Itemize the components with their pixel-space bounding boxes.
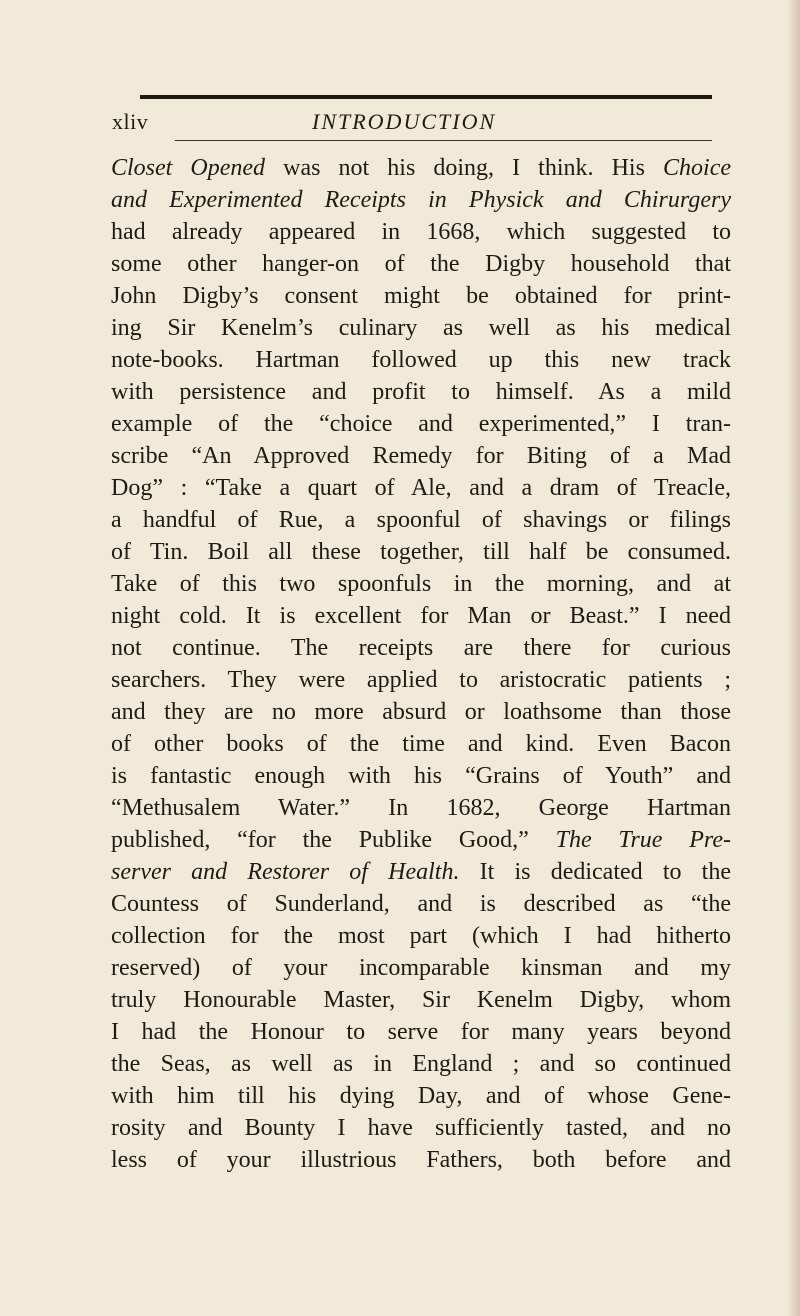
text-line xyxy=(111,792,731,824)
text-segment: rosity and Bounty I have sufficiently tasted, and no xyxy=(111,1115,731,1141)
italic-text-segment: Closet Opened xyxy=(111,155,266,181)
text-line xyxy=(111,1080,731,1112)
text-segment: of other books of the time and kind. Even Bacon xyxy=(111,731,731,757)
running-title: INTRODUCTION xyxy=(312,109,497,134)
page-edge-shadow xyxy=(786,0,800,1316)
italic-text-segment: server and Restorer of Health. xyxy=(111,859,460,885)
text-line xyxy=(111,184,731,216)
header-rule xyxy=(140,95,712,99)
text-segment: It is dedicated to the xyxy=(459,859,731,885)
text-line xyxy=(111,696,731,728)
text-line xyxy=(111,152,731,184)
text-line xyxy=(111,408,731,440)
text-segment: night cold. It is excellent for Man or Beast.” I need xyxy=(111,603,731,629)
text-line xyxy=(111,888,731,920)
text-segment: collection for the most part (which I had hitherto xyxy=(111,923,731,949)
text-line xyxy=(111,568,731,600)
text-line xyxy=(111,984,731,1016)
text-line xyxy=(111,376,731,408)
text-segment: not continue. The receipts are there for curious xyxy=(111,635,731,661)
text-segment: is fantastic enough with his “Grains of Youth” and xyxy=(111,763,731,789)
text-segment: a handful of Rue, a spoonful of shavings or filings xyxy=(111,507,731,533)
text-line xyxy=(111,216,731,248)
text-line xyxy=(111,312,731,344)
body-text xyxy=(111,152,731,1176)
text-segment: published, “for the Publike Good,” xyxy=(111,827,556,853)
italic-text-segment: and Experimented Receipts in Physick and Chirurgery xyxy=(111,187,731,213)
text-segment: was not his doing, I think. His xyxy=(265,155,664,181)
text-segment: of Tin. Boil all these together, till half be consumed. xyxy=(111,539,731,565)
text-line xyxy=(111,600,731,632)
text-segment: reserved) of your incomparable kinsman and my xyxy=(111,955,731,981)
text-segment: Take of this two spoonfuls in the morning, and at xyxy=(111,571,731,597)
text-segment: truly Honourable Master, Sir Kenelm Digby, whom xyxy=(111,987,731,1013)
text-segment: the Seas, as well as in England ; and so continued xyxy=(111,1051,731,1077)
text-segment: less of your illustrious Fathers, both before and xyxy=(111,1147,731,1173)
running-head xyxy=(112,104,712,140)
text-segment: John Digby’s consent might be obtained for print- xyxy=(111,283,731,309)
text-line xyxy=(111,536,731,568)
text-line xyxy=(111,504,731,536)
text-line xyxy=(111,280,731,312)
text-segment: “Methusalem Water.” In 1682, George Hartman xyxy=(111,795,731,821)
text-line xyxy=(111,664,731,696)
text-line xyxy=(111,632,731,664)
text-segment: I had the Honour to serve for many years beyond xyxy=(111,1019,731,1045)
text-line xyxy=(111,1048,731,1080)
text-line xyxy=(111,824,731,856)
text-line xyxy=(111,472,731,504)
page-number: xliv xyxy=(112,109,149,134)
text-line xyxy=(111,728,731,760)
text-line xyxy=(111,856,731,888)
text-segment: some other hanger-on of the Digby household that xyxy=(111,251,731,277)
italic-text-segment: The True Pre- xyxy=(555,827,731,853)
text-line xyxy=(111,760,731,792)
text-line xyxy=(111,1016,731,1048)
text-line xyxy=(111,920,731,952)
text-line xyxy=(111,1144,731,1176)
text-segment: searchers. They were applied to aristocratic patients ; xyxy=(111,667,731,693)
italic-text-segment: Choice xyxy=(663,155,731,181)
text-line xyxy=(111,1112,731,1144)
text-segment: Countess of Sunderland, and is described as “the xyxy=(111,891,731,917)
text-segment: and they are no more absurd or loathsome than those xyxy=(111,699,731,725)
text-segment: scribe “An Approved Remedy for Biting of a Mad xyxy=(111,443,731,469)
text-line xyxy=(111,248,731,280)
text-segment: with persistence and profit to himself. As a mild xyxy=(111,379,731,405)
running-head-underline xyxy=(175,140,712,141)
text-line xyxy=(111,440,731,472)
text-segment: note-books. Hartman followed up this new track xyxy=(111,347,731,373)
text-segment: Dog” : “Take a quart of Ale, and a dram of Treacle, xyxy=(111,475,731,501)
text-segment: had already appeared in 1668, which suggested to xyxy=(111,219,731,245)
text-segment: with him till his dying Day, and of whose Gene- xyxy=(111,1083,731,1109)
text-segment: example of the “choice and experimented,” I tran- xyxy=(111,411,731,437)
text-line xyxy=(111,952,731,984)
text-segment: ing Sir Kenelm’s culinary as well as his medical xyxy=(111,315,731,341)
text-line xyxy=(111,344,731,376)
